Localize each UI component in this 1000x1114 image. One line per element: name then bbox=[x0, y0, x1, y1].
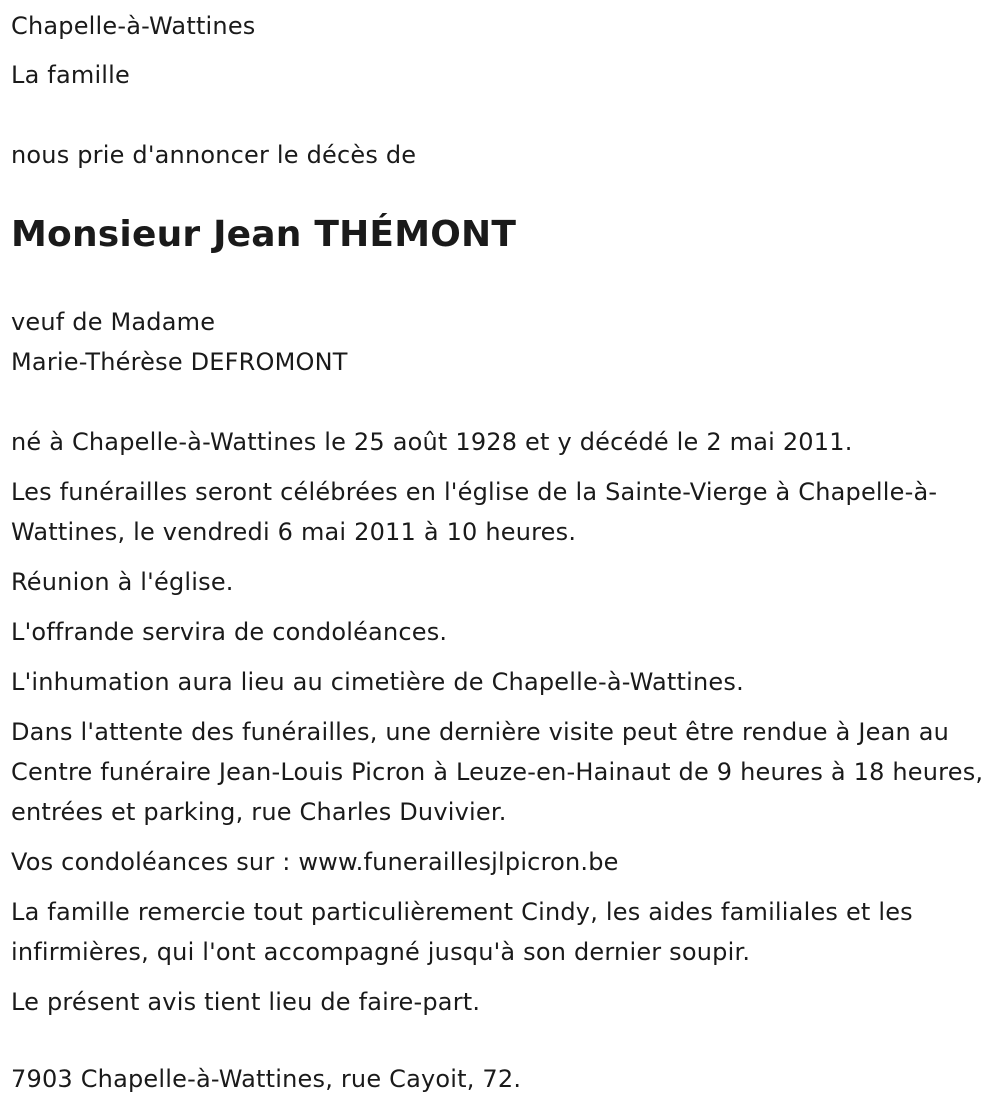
place-line: Chapelle-à-Wattines bbox=[11, 12, 256, 40]
family-line: La famille bbox=[11, 61, 131, 89]
offering-line: L'offrande servira de condoléances. bbox=[11, 618, 448, 646]
address-line: 7903 Chapelle-à-Wattines, rue Cayoit, 72. bbox=[11, 1065, 522, 1093]
intro-line: nous prie d'annoncer le décès de bbox=[11, 141, 417, 169]
notice-body bbox=[11, 422, 991, 1032]
burial-line: L'inhumation aura lieu au cimetière de Chapelle-à-Wattines. bbox=[11, 668, 744, 696]
visit-paragraph: Dans l'attente des funérailles, une dernière visite peut être rendue à Jean au Centre funéraire Jean-Louis Picron à Leuze-en-Hainaut de 9 heures à 18 heures, entrées et parking, rue Charles Duvivier. bbox=[11, 718, 984, 826]
meeting-line: Réunion à l'église. bbox=[11, 568, 234, 596]
condolences-line: Vos condoléances sur : www.funeraillesjlpicron.be bbox=[11, 848, 619, 876]
spouse-line-1: veuf de Madame bbox=[11, 308, 216, 336]
birth-death-line: né à Chapelle-à-Wattines le 25 août 1928 et y décédé le 2 mai 2011. bbox=[11, 428, 853, 456]
notice-note-line: Le présent avis tient lieu de faire-part. bbox=[11, 988, 481, 1016]
deceased-name: Monsieur Jean THÉMONT bbox=[11, 214, 517, 255]
funeral-paragraph: Les funérailles seront célébrées en l'église de la Sainte-Vierge à Chapelle-à-Wattines, le vendredi 6 mai 2011 à 10 heures. bbox=[11, 478, 938, 546]
spouse-line-2: Marie-Thérèse DEFROMONT bbox=[11, 348, 348, 376]
thanks-paragraph: La famille remercie tout particulièrement Cindy, les aides familiales et les infirmières, qui l'ont accompagné jusqu'à son dernier soupir. bbox=[11, 898, 913, 966]
